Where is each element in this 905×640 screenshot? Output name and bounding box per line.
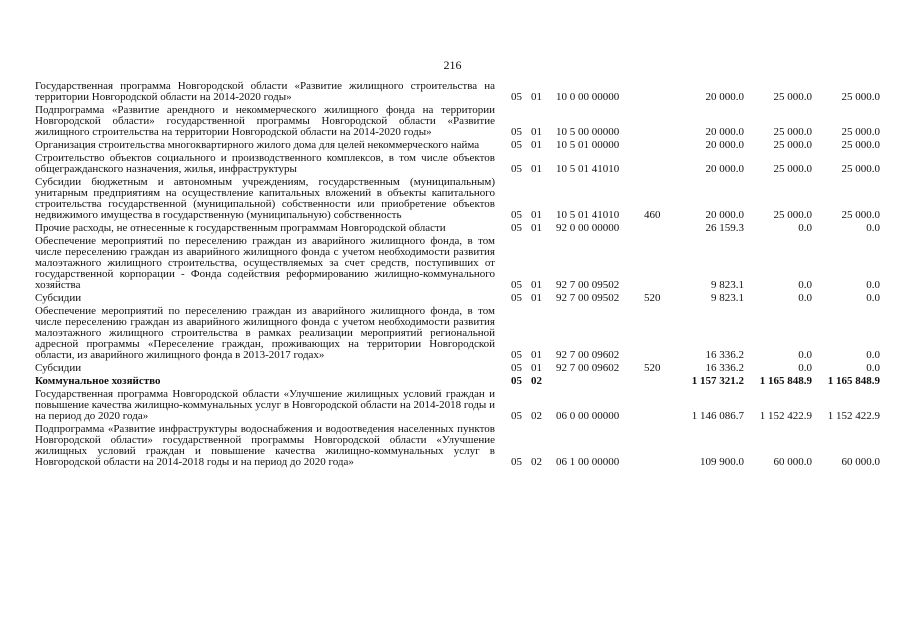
- subsection-code: 01: [531, 91, 542, 103]
- target-article-code: 92 0 00 00000: [556, 222, 620, 234]
- amount-year-3: 25 000.0: [841, 209, 880, 221]
- subsection-code: 02: [531, 375, 542, 387]
- section-code: 05: [511, 222, 522, 234]
- amount-year-3: 1 152 422.9: [827, 410, 880, 422]
- amount-year-2: 0.0: [798, 362, 812, 374]
- amount-year-2: 25 000.0: [773, 209, 812, 221]
- expense-name: Обеспечение мероприятий по переселению граждан из аварийного жилищного фонда, в том числе переселению граждан из аварийного жилищного фонда с учетом необходимости развития малоэтажного жилищного строительства, осуществляемых за счет средств, поступивших от государственной корпорации - Фонда содействия реформированию жилищно-коммунального хозяйства: [35, 235, 495, 291]
- target-article-code: 10 5 01 41010: [556, 163, 620, 175]
- expense-name: Подпрограмма «Развитие инфраструктуры водоснабжения и водоотведения населенных пунктов Новгородской области» государственной программы Новгородской области «Улучшение жилищных условий граждан и повышение качества жилищно-коммунальных услуг в Новгородской области на 2014-2018 годы и на период до 2020 года»: [35, 423, 495, 468]
- expense-type-code: [644, 306, 672, 363]
- target-article-code: 10 5 00 00000: [556, 126, 620, 138]
- amount-year-3: 60 000.0: [841, 456, 880, 468]
- expense-name: Коммунальное хозяйство: [35, 375, 161, 387]
- expense-name: Субсидии: [35, 362, 82, 374]
- subsection-code: 01: [531, 209, 542, 221]
- target-article-code: 10 5 01 41010: [556, 209, 620, 221]
- section-code: 05: [511, 456, 522, 468]
- expense-name: Субсидии: [35, 292, 82, 304]
- section-code: 05: [511, 292, 522, 304]
- target-article-code: 92 7 00 09502: [556, 279, 620, 291]
- subsection-code: 01: [531, 349, 542, 361]
- table-row: [35, 105, 880, 140]
- section-code: 05: [511, 349, 522, 361]
- section-code: 05: [511, 126, 522, 138]
- subsection-code: 01: [531, 139, 542, 151]
- expense-type-code: [644, 424, 672, 470]
- section-code: 05: [511, 163, 522, 175]
- expense-type-code: [644, 105, 672, 140]
- expense-name: Обеспечение мероприятий по переселению граждан из аварийного жилищного фонда, в том числе переселению граждан из аварийного жилищного фонда с учетом необходимости развития малоэтажного жилищного строительства в рамках реализации мероприятий региональной адресной программы «Переселение граждан, проживающих на территории Новгородской области, из аварийного жилищного фонда в 2013-2017 годах»: [35, 305, 495, 361]
- expense-type-code: 460: [644, 209, 661, 221]
- amount-year-3: 0.0: [866, 362, 880, 374]
- amount-year-1: 1 146 086.7: [691, 410, 744, 422]
- expense-type-code: [644, 153, 672, 177]
- amount-year-1: 20 000.0: [705, 126, 744, 138]
- table-row: [35, 177, 880, 223]
- amount-year-1: 20 000.0: [705, 163, 744, 175]
- amount-year-2: 1 152 422.9: [759, 410, 812, 422]
- amount-year-3: 25 000.0: [841, 126, 880, 138]
- expense-type-code: 520: [644, 292, 661, 304]
- amount-year-2: 25 000.0: [773, 163, 812, 175]
- amount-year-2: 60 000.0: [773, 456, 812, 468]
- expense-name: Организация строительства многоквартирного жилого дома для целей некоммерческого найма: [35, 139, 480, 151]
- target-article-code: 92 7 00 09502: [556, 292, 620, 304]
- amount-year-1: 16 336.2: [705, 349, 744, 361]
- amount-year-1: 16 336.2: [705, 362, 744, 374]
- section-code: 05: [511, 375, 522, 387]
- subsection-code: 01: [531, 362, 542, 374]
- amount-year-1: 109 900.0: [700, 456, 744, 468]
- table-row: [35, 363, 880, 376]
- section-code: 05: [511, 279, 522, 291]
- amount-year-2: 0.0: [798, 349, 812, 361]
- expense-name: Прочие расходы, не отнесенные к государственным программам Новгородской области: [35, 222, 446, 234]
- expense-name: Подпрограмма «Развитие арендного и некоммерческого жилищного фонда на территории Новгородской области» государственной программы Новгородской области «Развитие жилищного строительства на территории Новгородской области на 2014-2020 годы»: [35, 104, 495, 138]
- expense-type-code: [644, 140, 672, 153]
- subsection-code: 01: [531, 163, 542, 175]
- budget-table: [35, 81, 880, 470]
- amount-year-3: 25 000.0: [841, 139, 880, 151]
- target-article-code: 10 0 00 00000: [556, 91, 620, 103]
- section-code: 05: [511, 410, 522, 422]
- target-article-code: 10 5 01 00000: [556, 139, 620, 151]
- table-row: [35, 153, 880, 177]
- expense-name: Субсидии бюджетным и автономным учреждениям, государственным (муниципальным) унитарным предприятиям на осуществление капитальных вложений в объекты капитального строительства государственной (муниципальной) собственности или приобретение объектов недвижимого имущества в государственную (муниципальную) собственность: [35, 176, 495, 221]
- amount-year-1: 9 823.1: [711, 292, 744, 304]
- amount-year-1: 9 823.1: [711, 279, 744, 291]
- target-article-code: [556, 376, 644, 389]
- expense-type-code: 520: [644, 362, 661, 374]
- subsection-code: 01: [531, 126, 542, 138]
- amount-year-2: 25 000.0: [773, 126, 812, 138]
- section-code: 05: [511, 209, 522, 221]
- amount-year-1: 20 000.0: [705, 139, 744, 151]
- table-row: [35, 236, 880, 293]
- section-code: 05: [511, 91, 522, 103]
- amount-year-3: 0.0: [866, 222, 880, 234]
- expense-name: Строительство объектов социального и производственного комплексов, в том числе объектов общегражданского назначения, жилья, инфраструктуры: [35, 152, 495, 175]
- subsection-code: 02: [531, 456, 542, 468]
- expense-name: Государственная программа Новгородской области «Улучшение жилищных условий граждан и повышение качества жилищно-коммунальных услуг в Новгородской области на 2014-2018 годы и на период до 2020 года»: [35, 388, 495, 422]
- target-article-code: 06 1 00 00000: [556, 456, 620, 468]
- section-code: 05: [511, 362, 522, 374]
- expense-type-code: [644, 223, 672, 236]
- amount-year-1: 26 159.3: [705, 222, 744, 234]
- table-row: [35, 424, 880, 470]
- page-number: 216: [443, 58, 462, 72]
- target-article-code: 06 0 00 00000: [556, 410, 620, 422]
- amount-year-3: 0.0: [866, 279, 880, 291]
- target-article-code: 92 7 00 09602: [556, 362, 620, 374]
- table-row: [35, 389, 880, 424]
- expense-type-code: [644, 376, 672, 389]
- expense-type-code: [644, 81, 672, 105]
- budget-rows: [35, 81, 880, 470]
- amount-year-3: 0.0: [866, 292, 880, 304]
- amount-year-1: 20 000.0: [705, 91, 744, 103]
- expense-type-code: [644, 389, 672, 424]
- amount-year-3: 25 000.0: [841, 163, 880, 175]
- subsection-code: 02: [531, 410, 542, 422]
- amount-year-3: 1 165 848.9: [827, 375, 880, 387]
- target-article-code: 92 7 00 09602: [556, 349, 620, 361]
- amount-year-1: 20 000.0: [705, 209, 744, 221]
- subsection-code: 01: [531, 222, 542, 234]
- amount-year-2: 0.0: [798, 279, 812, 291]
- expense-name: Государственная программа Новгородской области «Развитие жилищного строительства на территории Новгородской области на 2014-2020 годы»: [35, 80, 495, 103]
- amount-year-2: 0.0: [798, 222, 812, 234]
- amount-year-2: 0.0: [798, 292, 812, 304]
- section-code: 05: [511, 139, 522, 151]
- subsection-code: 01: [531, 279, 542, 291]
- expense-type-code: [644, 236, 672, 293]
- amount-year-3: 25 000.0: [841, 91, 880, 103]
- table-row: [35, 81, 880, 105]
- amount-year-2: 25 000.0: [773, 139, 812, 151]
- table-row: [35, 306, 880, 363]
- amount-year-1: 1 157 321.2: [691, 375, 744, 387]
- amount-year-3: 0.0: [866, 349, 880, 361]
- subsection-code: 01: [531, 292, 542, 304]
- amount-year-2: 25 000.0: [773, 91, 812, 103]
- amount-year-2: 1 165 848.9: [759, 375, 812, 387]
